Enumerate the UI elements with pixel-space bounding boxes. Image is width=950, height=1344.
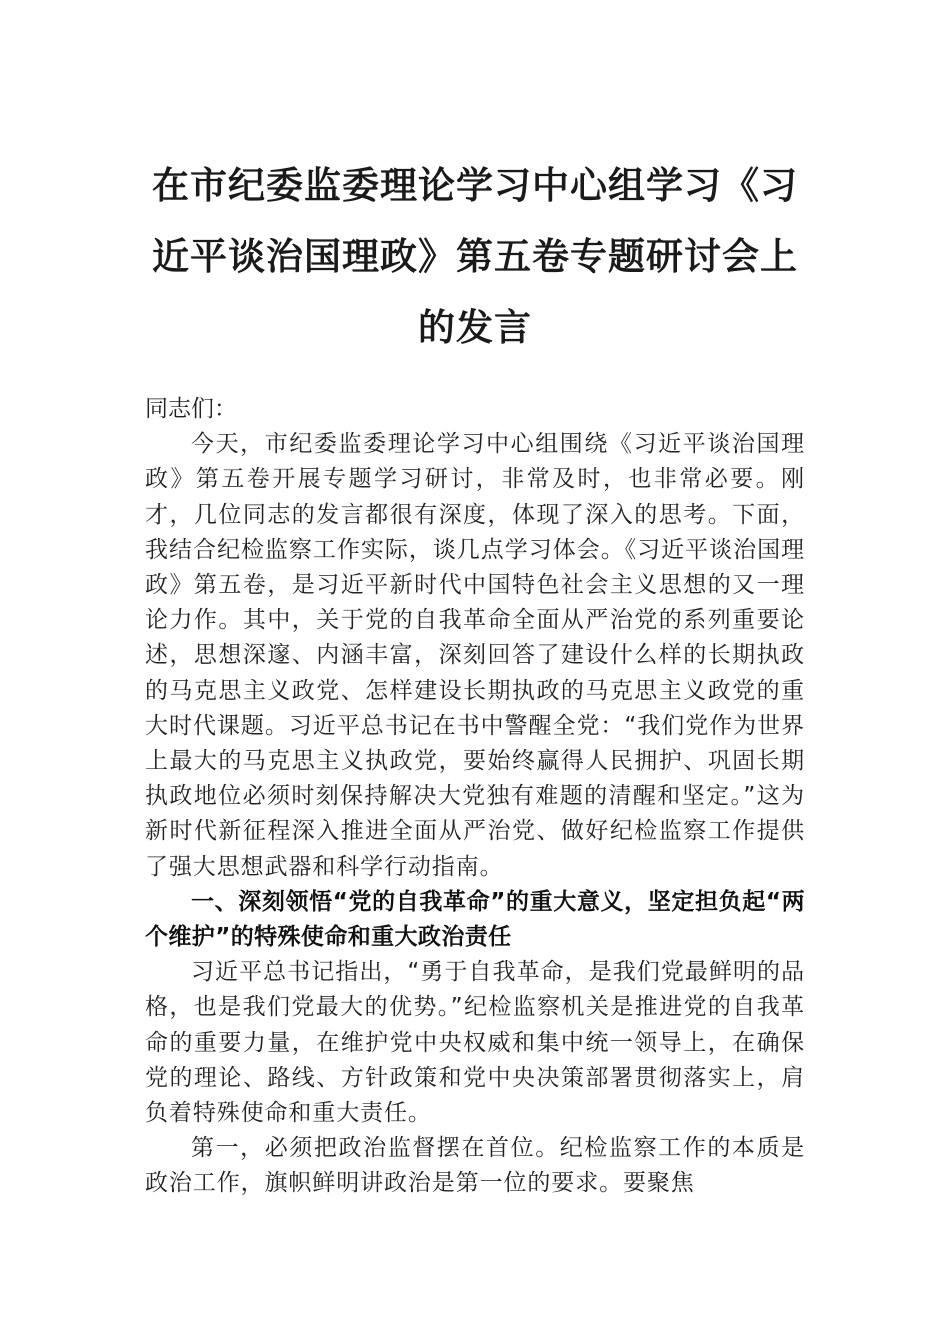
document-title: 在市纪委监委理论学习中心组学习《习近平谈治国理政》第五卷专题研讨会上的发言 xyxy=(152,163,798,349)
section-paragraph: 习近平总书记指出，“勇于自我革命，是我们党最鲜明的品格，也是我们党最大的优势。”纪检监察机关是推进党的自我革命的重要力量，在维护党中央权威和集中统一领导上，在确保党的理论、路线、方针政策和党中央决策部署贯彻落实上，肩负着特殊使命和重大责任。 xyxy=(145,959,805,1127)
section-heading: 一、深刻领悟“党的自我革命”的重大意义，坚定担负起“两个维护”的特殊使命和重大政治责任 xyxy=(145,888,805,951)
intro-paragraph: 今天，市纪委监委理论学习中心组围绕《习近平谈治国理政》第五卷开展专题学习研讨，非常及时，也非常必要。刚才，几位同志的发言都很有深度，体现了深入的思考。下面，我结合纪检监察工作实际，谈几点学习体会。《习近平谈治国理政》第五卷，是习近平新时代中国特色社会主义思想的又一理论力作。其中，关于党的自我革命全面从严治党的系列重要论述，思想深邃、内涵丰富，深刻回答了建设什么样的长期执政的马克思主义政党、怎样建设长期执政的马克思主义政党的重大时代课题。习近平总书记在书中警醒全党：“我们党作为世界上最大的马克思主义执政党，要始终赢得人民拥护、巩固长期执政地位必须时刻保持解决大党独有难题的清醒和坚定。”这为新时代新征程深入推进全面从严治党、做好纪检监察工作提供了强大思想武器和科学行动指南。 xyxy=(145,431,805,880)
section-paragraph: 第一，必须把政治监督摆在首位。纪检监察工作的本质是政治工作，旗帜鲜明讲政治是第一位的要求。要聚焦 xyxy=(145,1135,805,1197)
salutation: 同志们： xyxy=(145,396,237,422)
document-body xyxy=(145,392,805,1202)
